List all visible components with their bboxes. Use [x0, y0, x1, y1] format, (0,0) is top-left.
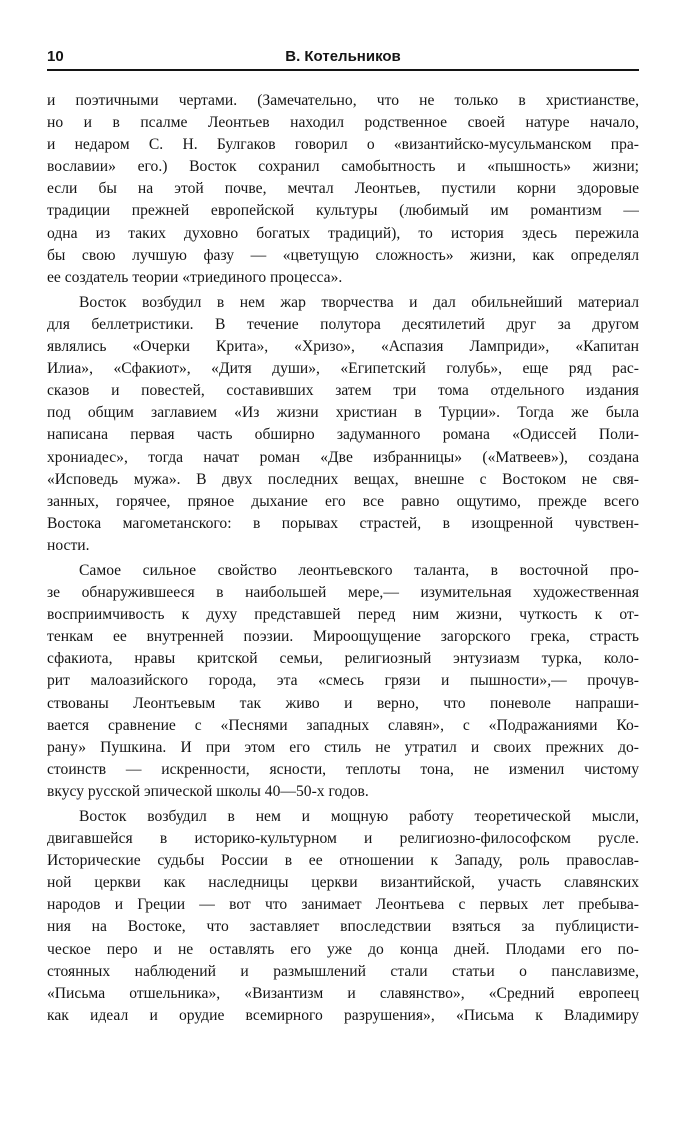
text-line: двигавшейся в историко-культурном и религиозно-философском русле. [47, 830, 639, 848]
text-line: народов и Греции — вот что занимает Леонтьева с первых лет пребыва- [47, 896, 639, 914]
header-rule [47, 69, 639, 71]
text-line: но и в псалме Леонтьев находил родственное своей натуре начало, [47, 114, 639, 132]
text-line: восприимчивость к духу представшей перед ним жизни, чуткость к от- [47, 606, 639, 624]
text-line: ния на Востоке, что заставляет впоследствии взяться за публицисти- [47, 918, 639, 936]
text-line: вкусу русской эпической школы 40—50-х годов. [47, 782, 369, 800]
text-line: написана первая часть обширно задуманного романа «Одиссей Поли- [47, 426, 639, 444]
paragraph [47, 560, 639, 803]
text-line: одна из таких духовно богатых традиций), то история здесь пережила [47, 224, 639, 242]
text-line: рану» Пушкина. И при этом его стиль не утратил и своих прежних до- [47, 738, 639, 756]
text-line: хрониадес», тогда начат роман «Две избранницы» («Матвеев»), создана [47, 448, 639, 466]
text-line: тенкам ее внутренней поэзии. Мироощущение загорского грека, страсть [47, 628, 639, 646]
text-line: и недаром С. Н. Булгаков говорил о «византийско-мусульманском пра- [47, 136, 639, 154]
paragraph [47, 806, 639, 1027]
text-line: под общим заглавием «Из жизни христиан в Турции». Тогда же была [47, 404, 639, 422]
text-line: Исторические судьбы России в ее отношении к Западу, роль православ- [47, 852, 639, 870]
running-head: В. Котельников [285, 48, 401, 65]
text-line: ствованы Леонтьевым так живо и верно, что поневоле напраши- [47, 694, 639, 712]
text-line: Илиа», «Сфакиот», «Дитя души», «Египетский голубь», еще ряд рас- [47, 360, 639, 378]
text-line: сказов и повестей, составивших затем три тома отдельного издания [47, 382, 639, 400]
text-line: Восток возбудил в нем жар творчества и дал обильнейший материал [79, 293, 639, 311]
text-line: стоянных наблюдений и размышлений стали статьи о панславизме, [47, 962, 639, 980]
page-number: 10 [47, 48, 64, 65]
text-line: «Письма отшельника», «Византизм и славянство», «Средний европеец [47, 984, 639, 1002]
paragraph [47, 90, 639, 289]
text-line: ее создатель теории «триединого процесса». [47, 268, 343, 286]
text-line: Восток возбудил в нем и мощную работу теоретической мысли, [79, 808, 639, 825]
text-line: зе обнаружившееся в наибольшей мере,— изумительная художественная [47, 584, 639, 602]
text-line: Востока магометанского: в порывах страстей, в изощренной чувствен- [47, 514, 639, 532]
text-line: занных, горячее, пряное дыхание его все равно ощутимо, прежде всего [47, 492, 639, 510]
text-line: ной церкви как наследницы церкви византийской, участь славянских [47, 874, 639, 892]
text-line: вается сравнение с «Песнями западных славян», с «Подражаниями Ко- [47, 716, 639, 734]
text-line: стоинств — искренности, ясности, теплоты тона, не изменил чистому [47, 760, 639, 778]
body-text [47, 90, 639, 1027]
text-line: и поэтичными чертами. (Замечательно, что не только в христианстве, [47, 92, 639, 109]
page-header [47, 46, 639, 68]
text-line: как идеал и орудие всемирного разрушения», «Письма к Владимиру [47, 1006, 639, 1024]
book-page [47, 46, 639, 1024]
text-line: Самое сильное свойство леонтьевского таланта, в восточной про- [79, 561, 639, 579]
text-line: являлись «Очерки Крита», «Хризо», «Аспазия Ламприди», «Капитан [47, 338, 639, 356]
text-line: «Исповедь мужа». В двух последних вещах, внешне с Востоком не свя- [47, 470, 639, 488]
text-line: если бы на этой почве, мечтал Леонтьев, пустили корни здоровые [47, 180, 639, 198]
text-line: традиции прежней европейской культуры (любимый им романтизм — [47, 202, 639, 220]
text-line: рит малоазийского города, эта «смесь грязи и пышности»,— прочув- [47, 672, 639, 690]
text-line: ческое перо и не оставлять его уже до конца дней. Плодами его по- [47, 940, 639, 958]
text-line: бы свою лучшую фазу — «цветущую сложность» жизни, как определял [47, 246, 639, 264]
text-line: для беллетристики. В течение полутора десятилетий друг за другом [47, 315, 639, 333]
paragraph [47, 292, 639, 557]
text-line: вославии» его.) Восток сохранил самобытность и «пышность» жизни; [47, 158, 639, 176]
text-line: сфакиота, нравы критской семьи, религиозный энтузиазм турка, коло- [47, 650, 639, 668]
text-line: ности. [47, 536, 90, 554]
